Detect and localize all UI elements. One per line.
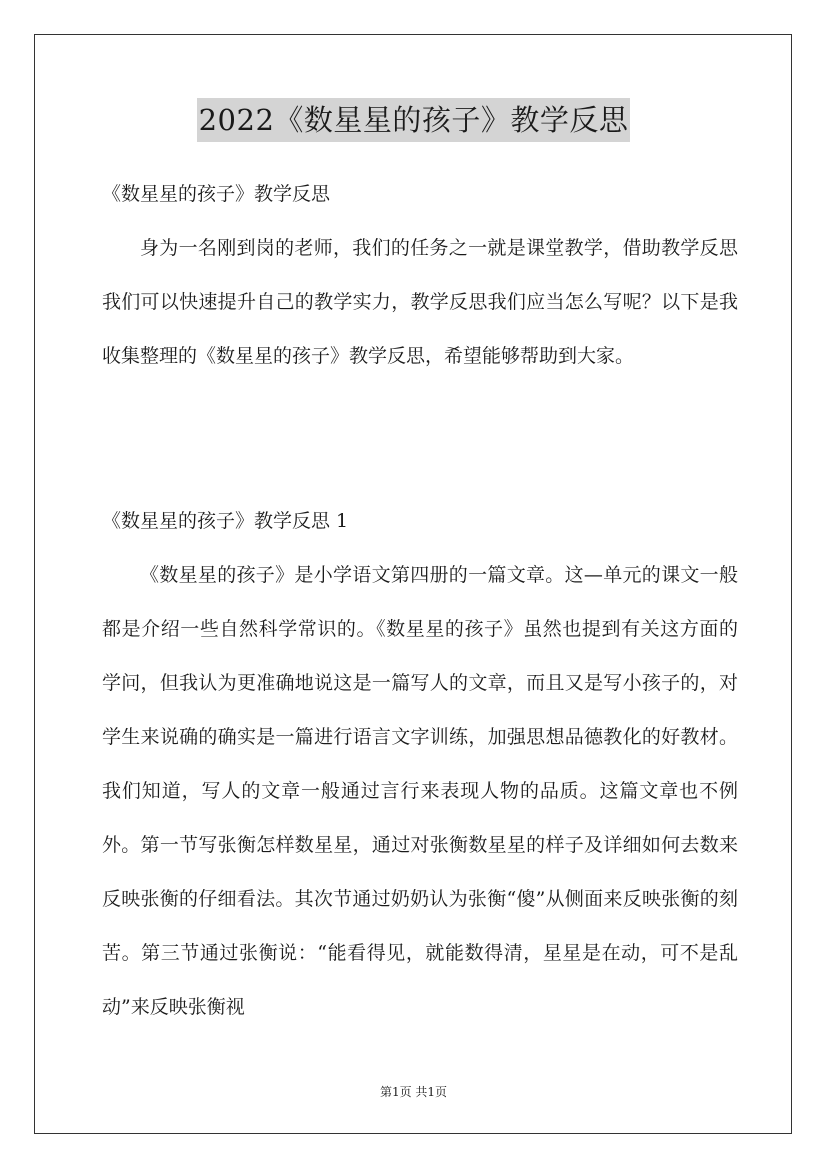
- title-container: [0, 98, 827, 142]
- section-heading-intro: 《数星星的孩子》教学反思: [102, 183, 331, 205]
- page-number-footer: 第1页 共1页: [379, 1085, 448, 1099]
- section-heading-1: 《数星星的孩子》教学反思 1: [102, 510, 349, 532]
- document-title: 2022《数星星的孩子》教学反思: [197, 98, 631, 142]
- intro-paragraph: 身为一名刚到岗的老师，我们的任务之一就是课堂教学，借助教学反思我们可以快速提升自己的教学实力，教学反思我们应当怎么写呢？以下是我收集整理的《数星星的孩子》教学反思，希望能够帮助到大家。: [102, 237, 738, 367]
- section-1-paragraph: 《数星星的孩子》是小学语文第四册的一篇文章。这—单元的课文一般都是介绍一些自然科学常识的。《数星星的孩子》虽然也提到有关这方面的学问，但我认为更准确地说这是一篇写人的文章，而且又是写小孩子的，对学生来说确的确实是一篇进行语言文字训练，加强思想品德教化的好教材。我们知道，写人的文章一般通过言行来表现人物的品质。这篇文章也不例外。第一节写张衡怎样数星星，通过对张衡数星星的样子及详细如何去数来反映张衡的仔细看法。其次节通过奶奶认为张衡“傻”从侧面来反映张衡的刻苦。第三节通过张衡说：“能看得见，就能数得清，星星是在动，可不是乱动”来反映张衡视: [102, 564, 738, 1018]
